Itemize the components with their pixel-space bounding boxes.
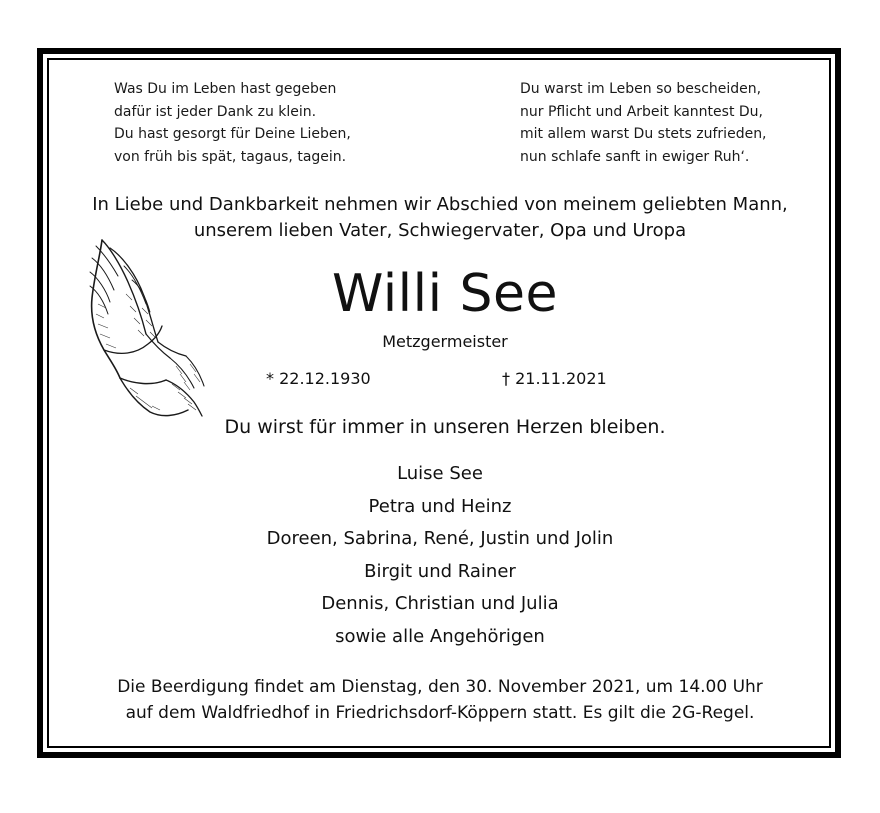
poem-right-line: nur Pflicht und Arbeit kanntest Du,	[520, 103, 763, 120]
poem-left-line: dafür ist jeder Dank zu klein.	[114, 103, 317, 120]
intro-line: unserem lieben Vater, Schwiegervater, Opa und Uropa	[193, 220, 687, 241]
poem-left	[114, 78, 414, 168]
praying-hands-icon	[80, 234, 210, 419]
poem-left-line: Du hast gesorgt für Deine Lieben,	[114, 126, 351, 142]
deceased-name: Willi See	[331, 264, 559, 324]
poem-left-line: Was Du im Leben hast gegeben	[114, 81, 337, 97]
mourners-list	[160, 458, 720, 654]
mourner-entry: Petra und Heinz	[368, 495, 512, 517]
mourner-entry: sowie alle Angehörigen	[335, 625, 545, 647]
intro-line: In Liebe und Dankbarkeit nehmen wir Abschied von meinem geliebten Mann,	[92, 194, 788, 215]
mourner-entry: Birgit und Rainer	[364, 560, 516, 582]
mourner-entry: Doreen, Sabrina, René, Justin und Jolin	[266, 528, 614, 550]
poem-right-line: nun schlafe sanft in ewiger Ruh‘.	[520, 148, 750, 165]
poem-right-line: mit allem warst Du stets zufrieden,	[520, 126, 767, 142]
death-date: † 21.11.2021	[502, 369, 607, 388]
funeral-notice	[60, 674, 820, 726]
poem-left-line: von früh bis spät, tagaus, tagein.	[114, 148, 347, 165]
funeral-line: auf dem Waldfriedhof in Friedrichsdorf-Köppern statt. Es gilt die 2G-Regel.	[125, 703, 755, 723]
mourner-entry: Dennis, Christian und Julia	[321, 593, 559, 615]
birth-date: * 22.12.1930	[266, 369, 371, 388]
poem-right	[520, 78, 820, 168]
funeral-line: Die Beerdigung findet am Dienstag, den 30. November 2021, um 14.00 Uhr	[117, 677, 763, 697]
memorial-motto: Du wirst für immer in unseren Herzen bleiben.	[224, 416, 666, 438]
poem-right-line: Du warst im Leben so bescheiden,	[520, 81, 762, 97]
mourner-entry: Luise See	[397, 463, 483, 484]
deceased-profession: Metzgermeister	[382, 332, 508, 351]
